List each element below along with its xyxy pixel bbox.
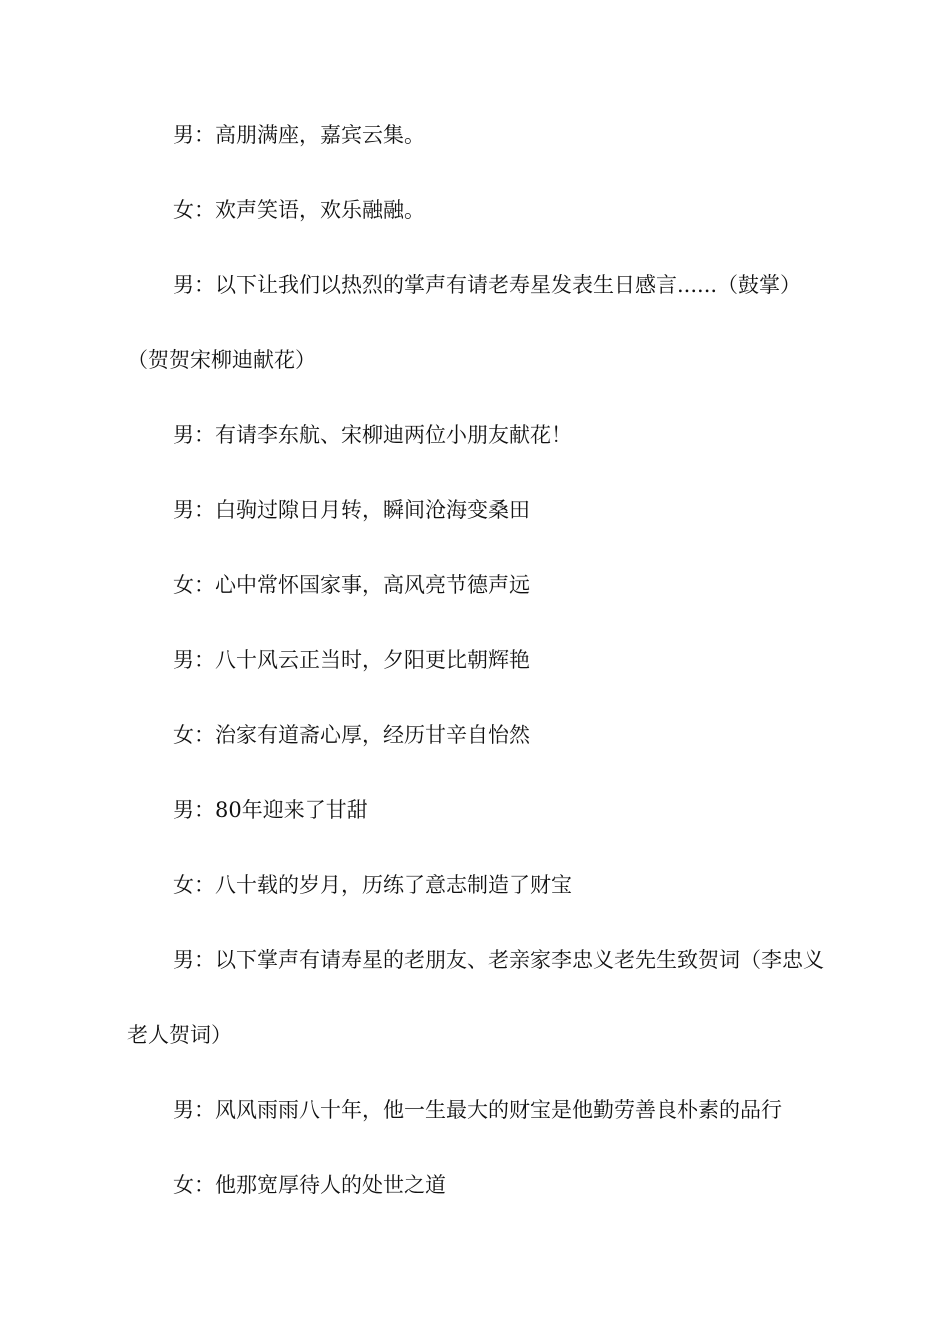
paragraph: 女：他那宽厚待人的处世之道 [173, 1173, 446, 1197]
paragraph: 男：高朋满座，嘉宾云集。 [173, 123, 425, 147]
paragraph: 女：八十载的岁月，历练了意志制造了财宝 [173, 873, 572, 897]
paragraph: 男：白驹过隙日月转，瞬间沧海变桑田 [173, 498, 530, 522]
paragraph: 男：以下让我们以热烈的掌声有请老寿星发表生日感言......（鼓掌）（贺贺宋柳迪献花） [127, 273, 802, 372]
paragraph: 女：心中常怀国家事，高风亮节德声远 [173, 573, 530, 597]
paragraph: 男：风风雨雨八十年，他一生最大的财宝是他勤劳善良朴素的品行 [173, 1098, 782, 1122]
paragraph: 男：80年迎来了甘甜 [173, 798, 368, 822]
paragraph: 女：欢声笑语，欢乐融融。 [173, 198, 425, 222]
paragraph: 男：有请李东航、宋柳迪两位小朋友献花！ [173, 423, 572, 447]
document-body [127, 118, 827, 1223]
paragraph: 男：以下掌声有请寿星的老朋友、老亲家李忠义老先生致贺词（李忠义老人贺词） [127, 948, 824, 1047]
paragraph: 男：八十风云正当时，夕阳更比朝辉艳 [173, 648, 530, 672]
paragraph: 女：治家有道斋心厚，经历甘辛自怡然 [173, 723, 530, 747]
